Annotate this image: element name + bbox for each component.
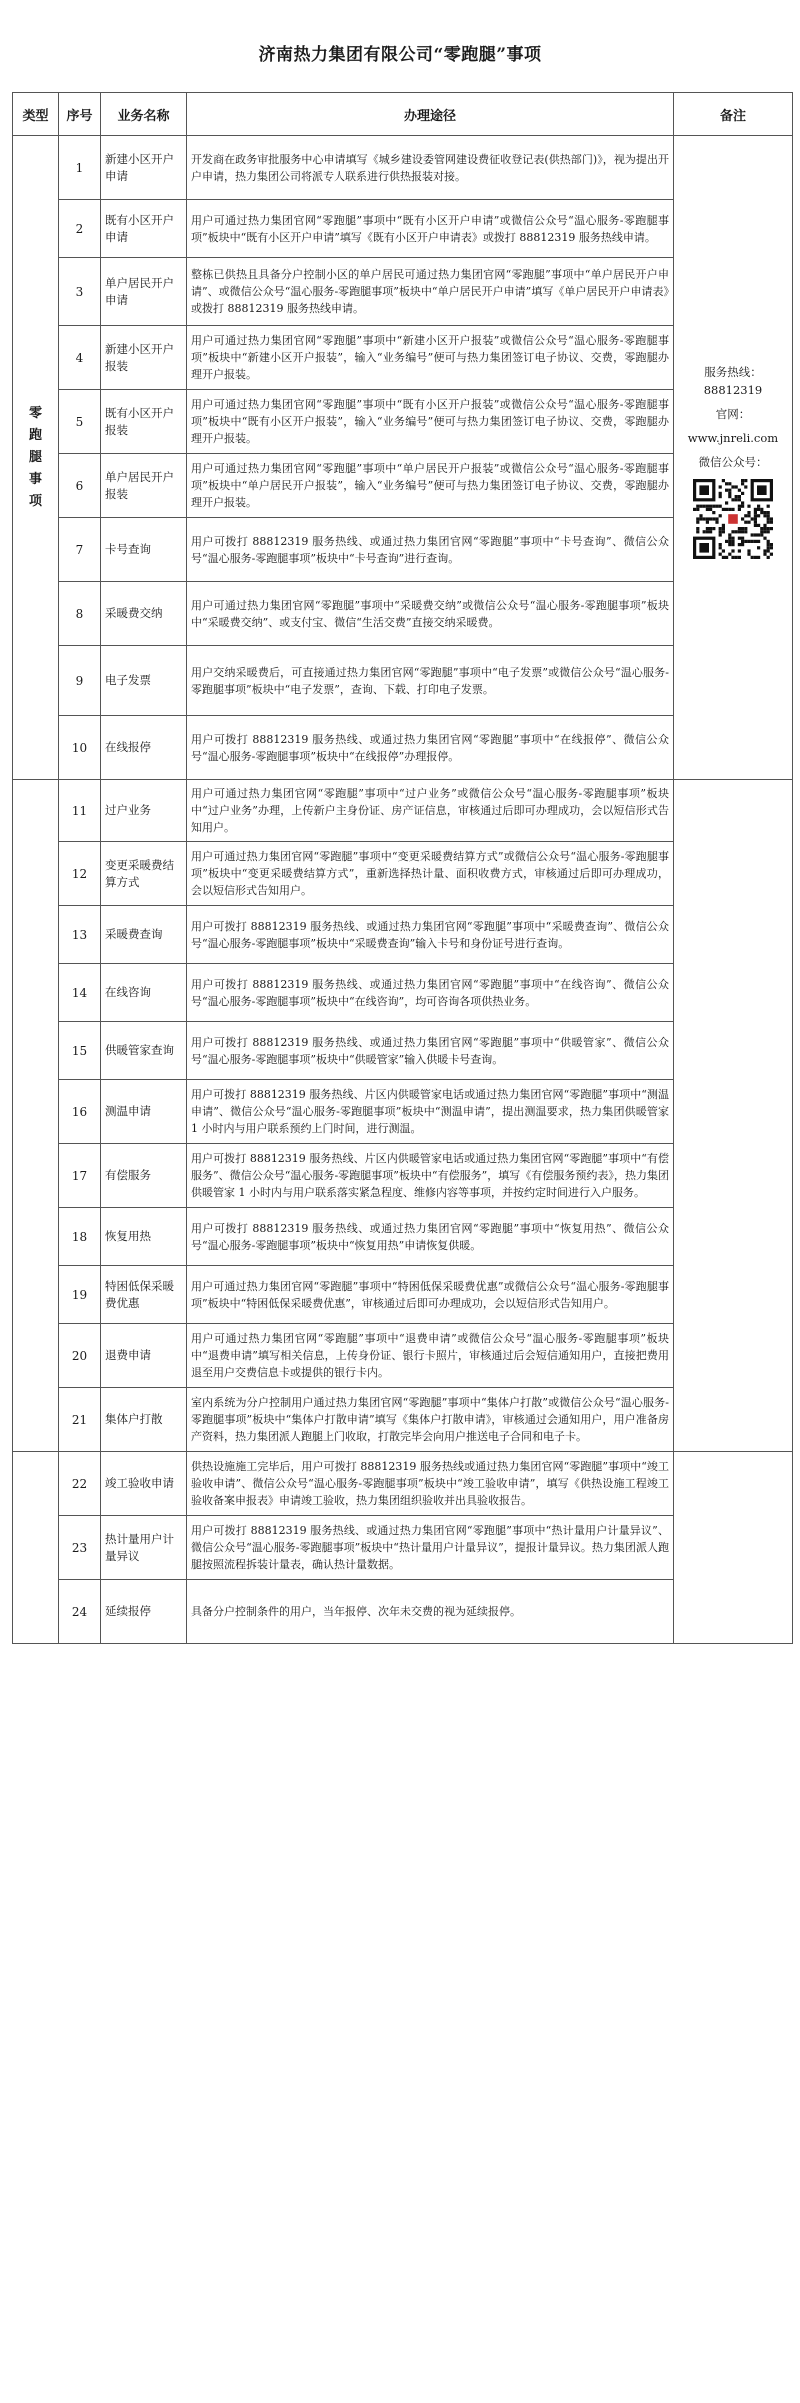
row-route: 用户可拨打 88812319 服务热线、或通过热力集团官网“零跑腿”事项中“采暖费查询”、微信公众号“温心服务-零跑腿事项”板块中“采暖费查询”输入卡号和身份证号进行查询。 [187,906,674,964]
row-seq: 8 [59,582,101,646]
row-route: 用户可拨打 88812319 服务热线、或通过热力集团官网“零跑腿”事项中“热计量用户计量异议”、微信公众号“温心服务-零跑腿事项”板块中“热计量用户计量异议”，提报计量异议。热力集团派人跑腿按照流程拆装计量表，确认热计量数据。 [187,1516,674,1580]
header-note: 备注 [674,93,793,136]
category-label: 零跑腿事项 [28,405,42,509]
row-name: 电子发票 [101,646,187,716]
services-table [12,92,793,1644]
note-cell-empty [674,780,793,1452]
row-name: 在线报停 [101,716,187,780]
row-seq: 2 [59,200,101,258]
row-seq: 19 [59,1266,101,1324]
wechat-label: 微信公众号： [698,454,768,469]
row-route: 供热设施施工完毕后，用户可拨打 88812319 服务热线或通过热力集团官网“零跑腿”事项中“竣工验收申请”、微信公众号“温心服务-零跑腿事项”板块中“竣工验收申请”，填写《供热设施工程竣工验收备案申报表》申请竣工验收，热力集团组织验收并出具验收报告。 [187,1452,674,1516]
row-name: 有偿服务 [101,1144,187,1208]
table-row [13,1452,793,1516]
row-name: 既有小区开户申请 [101,200,187,258]
row-seq: 24 [59,1580,101,1644]
row-seq: 21 [59,1388,101,1452]
row-seq: 10 [59,716,101,780]
row-route: 用户可拨打 88812319 服务热线、或通过热力集团官网“零跑腿”事项中“在线报停”、微信公众号“温心服务-零跑腿事项”板块中“在线报停”办理报停。 [187,716,674,780]
row-route: 用户可通过热力集团官网“零跑腿”事项中“既有小区开户申请”或微信公众号“温心服务-零跑腿事项”板块中“既有小区开户申请”填写《既有小区开户申请表》或拨打 88812319 服务热线申请。 [187,200,674,258]
website-link[interactable]: www.jnreli.com [687,430,779,445]
row-seq: 18 [59,1208,101,1266]
row-name: 恢复用热 [101,1208,187,1266]
row-seq: 14 [59,964,101,1022]
row-route: 用户可通过热力集团官网“零跑腿”事项中“特困低保采暖费优惠”或微信公众号“温心服务-零跑腿事项”板块中“特困低保采暖费优惠”，审核通过后即可办理成功，会以短信形式告知用户。 [187,1266,674,1324]
row-seq: 15 [59,1022,101,1080]
table-row [13,136,793,200]
row-name: 特困低保采暖费优惠 [101,1266,187,1324]
row-name: 供暖管家查询 [101,1022,187,1080]
note-cell-empty [674,1452,793,1644]
row-route: 用户可拨打 88812319 服务热线、片区内供暖管家电话或通过热力集团官网“零跑腿”事项中“有偿服务”、微信公众号“温心服务-零跑腿事项”板块中“有偿服务”，填写《有偿服务预约表》，热力集团供暖管家 1 小时内与用户联系落实紧急程度、维修内容等事项，并按约定时间进行入户服务。 [187,1144,674,1208]
row-seq: 23 [59,1516,101,1580]
row-route: 用户可拨打 88812319 服务热线、片区内供暖管家电话或通过热力集团官网“零跑腿”事项中“测温申请”、微信公众号“温心服务-零跑腿事项”板块中“测温申请”，提出测温要求，热力集团供暖管家 1 小时内与用户联系预约上门时间，进行测温。 [187,1080,674,1144]
header-route: 办理途径 [187,93,674,136]
row-name: 变更采暖费结算方式 [101,842,187,906]
row-seq: 20 [59,1324,101,1388]
page-title: 济南热力集团有限公司“零跑腿”事项 [258,45,542,65]
category-cell-continued [13,1452,59,1644]
row-name: 在线咨询 [101,964,187,1022]
row-route: 用户可通过热力集团官网“零跑腿”事项中“过户业务”或微信公众号“温心服务-零跑腿事项”板块中“过户业务”办理，上传新户主身份证、房产证信息，审核通过后即可办理成功，会以短信形式告知用户。 [187,780,674,842]
row-seq: 22 [59,1452,101,1516]
row-name: 延续报停 [101,1580,187,1644]
row-route: 用户可通过热力集团官网“零跑腿”事项中“变更采暖费结算方式”或微信公众号“温心服务-零跑腿事项”板块中“变更采暖费结算方式”，重新选择热计量、面积收费方式，审核通过后即可办理成功，会以短信形式告知用户。 [187,842,674,906]
row-name: 竣工验收申请 [101,1452,187,1516]
row-name: 采暖费查询 [101,906,187,964]
row-name: 采暖费交纳 [101,582,187,646]
table-body [13,136,793,1644]
row-seq: 9 [59,646,101,716]
row-name: 测温申请 [101,1080,187,1144]
header-type: 类型 [13,93,59,136]
row-seq: 12 [59,842,101,906]
row-seq: 3 [59,258,101,326]
row-route: 用户可通过热力集团官网“零跑腿”事项中“既有小区开户报装”或微信公众号“温心服务-零跑腿事项”板块中“既有小区开户报装”，输入“业务编号”便可与热力集团签订电子协议、交费，零跑腿办理开户报装。 [187,390,674,454]
row-route: 用户可通过热力集团官网“零跑腿”事项中“退费申请”或微信公众号“温心服务-零跑腿事项”板块中“退费申请”填写相关信息，上传身份证、银行卡照片，审核通过后会短信通知用户，直接把费用退至用户交费信息卡或提供的银行卡内。 [187,1324,674,1388]
row-name: 新建小区开户申请 [101,136,187,200]
row-route: 用户交纳采暖费后，可直接通过热力集团官网“零跑腿”事项中“电子发票”或微信公众号“温心服务-零跑腿事项”板块中“电子发票”，查询、下载、打印电子发票。 [187,646,674,716]
row-seq: 5 [59,390,101,454]
row-name: 既有小区开户报装 [101,390,187,454]
category-cell-continued [13,780,59,1452]
row-seq: 17 [59,1144,101,1208]
note-cell [674,136,793,780]
row-seq: 11 [59,780,101,842]
row-name: 退费申请 [101,1324,187,1388]
row-route: 具备分户控制条件的用户，当年报停、次年未交费的视为延续报停。 [187,1580,674,1644]
row-seq: 4 [59,326,101,390]
row-seq: 16 [59,1080,101,1144]
hotline-text: 服务热线：88812319 [703,364,763,397]
row-route: 用户可拨打 88812319 服务热线、或通过热力集团官网“零跑腿”事项中“供暖管家”、微信公众号“温心服务-零跑腿事项”板块中“供暖管家”输入供暖卡号查询。 [187,1022,674,1080]
row-name: 热计量用户计量异议 [101,1516,187,1580]
row-name: 新建小区开户报装 [101,326,187,390]
row-name: 过户业务 [101,780,187,842]
row-name: 集体户打散 [101,1388,187,1452]
wechat-qr-code-icon [693,479,773,559]
row-route: 整栋已供热且具备分户控制小区的单户居民可通过热力集团官网“零跑腿”事项中“单户居民开户申请”、或微信公众号“温心服务-零跑腿事项”板块中“单户居民开户申请”填写《单户居民开户申请表》或拨打 88812319 服务热线申请。 [187,258,674,326]
row-route: 用户可拨打 88812319 服务热线、或通过热力集团官网“零跑腿”事项中“在线咨询”、微信公众号“温心服务-零跑腿事项”板块中“在线咨询”，均可咨询各项供热业务。 [187,964,674,1022]
table-header-row [13,93,793,136]
row-route: 开发商在政务审批服务中心申请填写《城乡建设委管网建设费征收登记表(供热部门)》，视为提出开户申请，热力集团公司将派专人联系进行供热报装对接。 [187,136,674,200]
row-name: 卡号查询 [101,518,187,582]
row-name: 单户居民开户申请 [101,258,187,326]
row-seq: 1 [59,136,101,200]
table-row [13,780,793,842]
row-route: 用户可拨打 88812319 服务热线、或通过热力集团官网“零跑腿”事项中“卡号查询”、微信公众号“温心服务-零跑腿事项”板块中“卡号查询”进行查询。 [187,518,674,582]
row-route: 室内系统为分户控制用户通过热力集团官网“零跑腿”事项中“集体户打散”或微信公众号“温心服务-零跑腿事项”板块中“集体户打散申请”填写《集体户打散申请》，审核通过会通知用户，用户准备房产资料，热力集团派人跑腿上门收取，打散完毕会向用户推送电子合同和电子卡。 [187,1388,674,1452]
row-seq: 7 [59,518,101,582]
row-name: 单户居民开户报装 [101,454,187,518]
row-route: 用户可拨打 88812319 服务热线、或通过热力集团官网“零跑腿”事项中“恢复用热”、微信公众号“温心服务-零跑腿事项”板块中“恢复用热”申请恢复供暖。 [187,1208,674,1266]
header-name: 业务名称 [101,93,187,136]
row-route: 用户可通过热力集团官网“零跑腿”事项中“采暖费交纳”或微信公众号“温心服务-零跑腿事项”板块中“采暖费交纳”、或支付宝、微信“生活交费”直接交纳采暖费。 [187,582,674,646]
row-route: 用户可通过热力集团官网“零跑腿”事项中“单户居民开户报装”或微信公众号“温心服务-零跑腿事项”板块中“单户居民开户报装”，输入“业务编号”便可与热力集团签订电子协议、交费，零跑腿办理开户报装。 [187,454,674,518]
row-route: 用户可通过热力集团官网“零跑腿”事项中“新建小区开户报装”或微信公众号“温心服务-零跑腿事项”板块中“新建小区开户报装”，输入“业务编号”便可与热力集团签订电子协议、交费，零跑腿办理开户报装。 [187,326,674,390]
row-seq: 6 [59,454,101,518]
header-seq: 序号 [59,93,101,136]
row-seq: 13 [59,906,101,964]
website-label: 官网： [715,406,751,421]
category-cell [13,136,59,780]
